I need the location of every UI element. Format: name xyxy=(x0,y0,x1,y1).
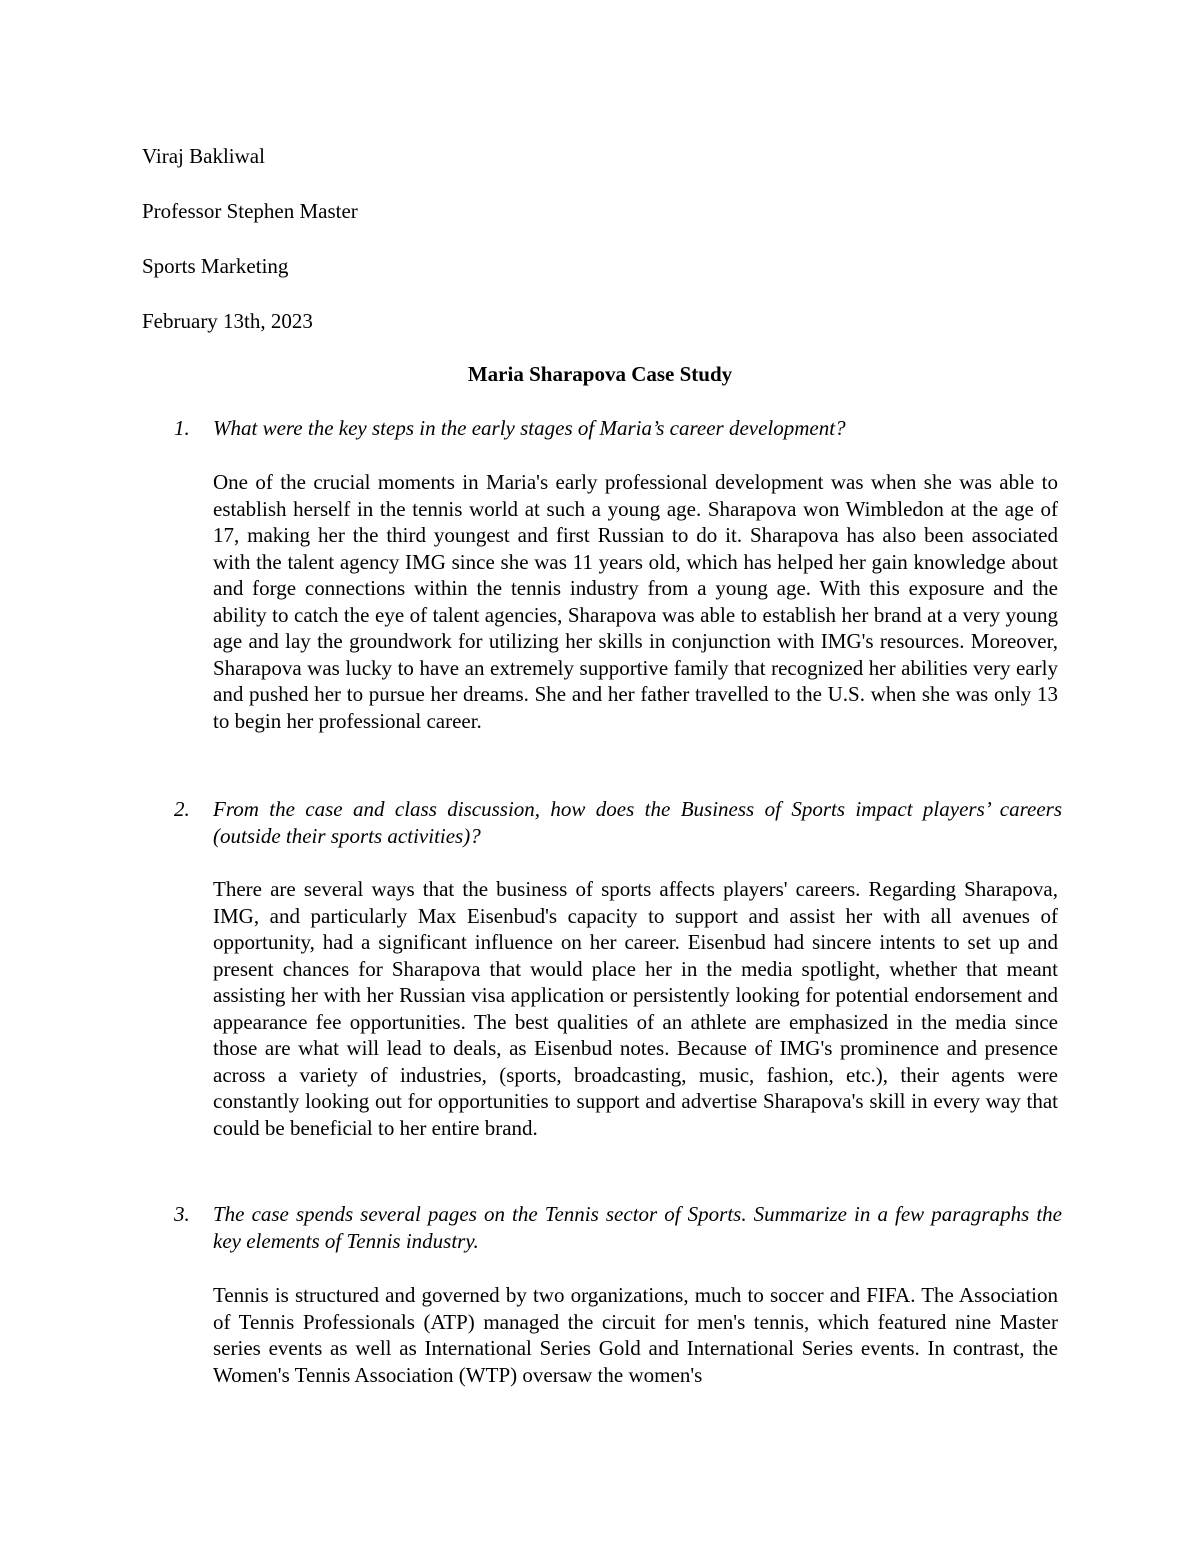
author-name: Viraj Bakliwal xyxy=(142,144,265,168)
question-number: 2. xyxy=(174,797,190,821)
document-title: Maria Sharapova Case Study xyxy=(467,362,733,386)
professor-name: Professor Stephen Master xyxy=(142,199,358,223)
question-text: What were the key steps in the early stages of Maria’s career development? xyxy=(213,416,846,440)
question-3 xyxy=(142,1201,1062,1254)
question-text: From the case and class discussion, how does the Business of Sports impact players’ careers (outside their sports activities)? xyxy=(213,797,1062,848)
question-2 xyxy=(142,796,1062,849)
answer-3: Tennis is structured and governed by two organizations, much to soccer and FIFA. The Association of Tennis Professionals (ATP) managed the circuit for men's tennis, which featured nine Master series events as well as International Series Gold and International Series events. In contrast, the Women's Tennis Association (WTP) oversaw the women's xyxy=(213,1283,1058,1387)
question-1 xyxy=(142,415,1062,442)
answer-2: There are several ways that the business of sports affects players' careers. Regarding Sharapova, IMG, and particularly Max Eisenbud's capacity to support and assist her with all avenues of opportunity, had a significant influence on her career. Eisenbud had sincere intents to set up and present chances for Sharapova that would place her in the media spotlight, whether that meant assisting her with her Russian visa application or persistently looking for potential endorsement and appearance fee opportunities. The best qualities of an athlete are emphasized in the media since those are what will lead to deals, as Eisenbud notes. Because of IMG's prominence and presence across a variety of industries, (sports, broadcasting, music, fashion, etc.), their agents were constantly looking out for opportunities to support and advertise Sharapova's skill in every way that could be beneficial to her entire brand. xyxy=(213,877,1058,1140)
question-number: 3. xyxy=(174,1202,190,1226)
question-number: 1. xyxy=(174,416,190,440)
question-text: The case spends several pages on the Tennis sector of Sports. Summarize in a few paragraphs the key elements of Tennis industry. xyxy=(213,1202,1062,1253)
document-date: February 13th, 2023 xyxy=(142,309,313,333)
answer-1: One of the crucial moments in Maria's early professional development was when she was able to establish herself in the tennis world at such a young age. Sharapova won Wimbledon at the age of 17, making her the third youngest and first Russian to do it. Sharapova has also been associated with the talent agency IMG since she was 11 years old, which has helped her gain knowledge about and forge connections within the tennis industry from a young age. With this exposure and the ability to catch the eye of talent agencies, Sharapova was able to establish her brand at a very young age and lay the groundwork for utilizing her skills in conjunction with IMG's resources. Moreover, Sharapova was lucky to have an extremely supportive family that recognized her abilities very early and pushed her to pursue her dreams. She and her father travelled to the U.S. when she was only 13 to begin her professional career. xyxy=(213,470,1058,733)
course-name: Sports Marketing xyxy=(142,254,289,278)
